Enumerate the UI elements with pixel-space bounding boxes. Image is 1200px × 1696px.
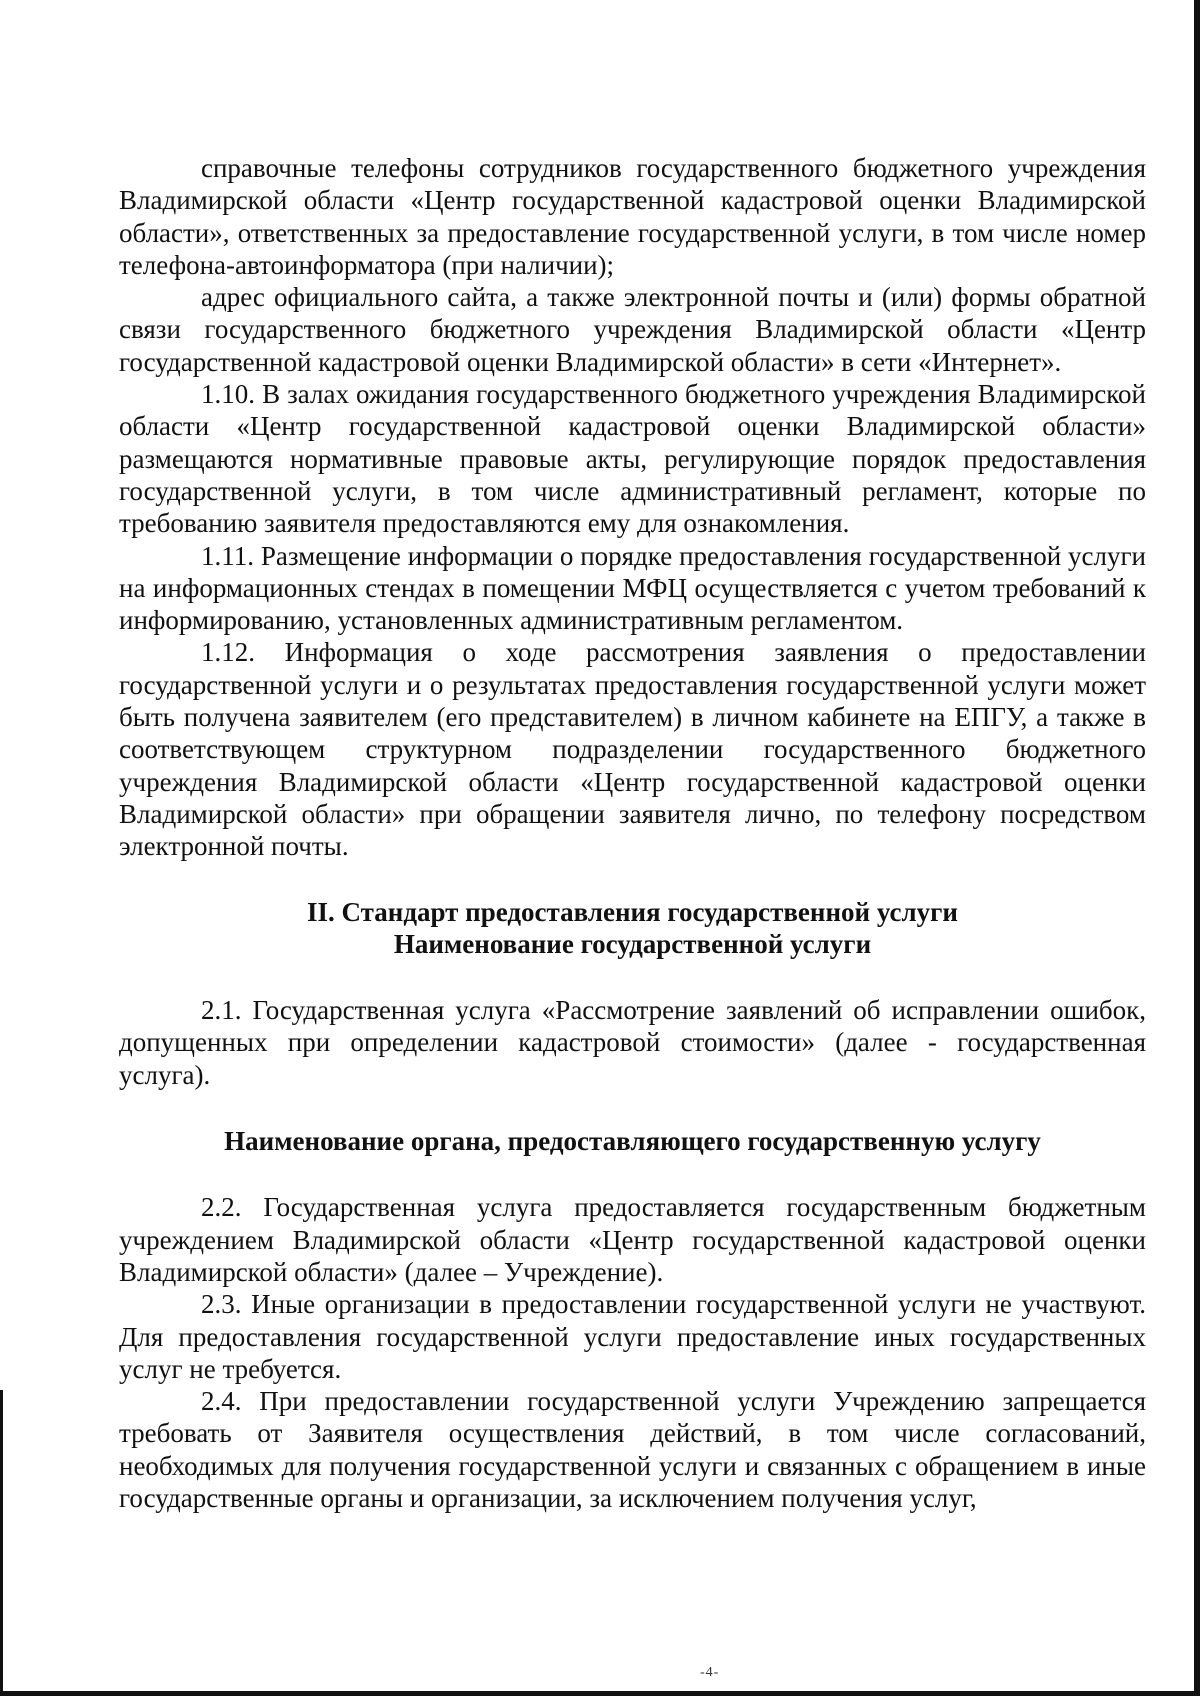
paragraph-2-3: 2.3. Иные организации в предоставлении государственной услуги не участвуют. Для предоставления государственной услуги предоставление иных государственных услуг не требуется. bbox=[119, 1289, 1146, 1384]
paragraph-1-12: 1.12. Информация о ходе рассмотрения заявления о предоставлении государственной услуги и о результатах предоставления государственной услуги может быть получена заявителем (его представителем) в личном кабинете на ЕПГУ, а также в соответствующем структурном подразделении государственного бюджетного учреждения Владимирской области «Центр государственной кадастровой оценки Владимирской области» при обращении заявителя лично, по телефону посредством электронной почты. bbox=[119, 637, 1146, 862]
paragraph-1-11: 1.11. Размещение информации о порядке предоставления государственной услуги на информационных стендах в помещении МФЦ осуществляется с учетом требований к информированию, установленных административным регламентом. bbox=[119, 540, 1146, 636]
paragraph-website-address: адрес официального сайта, а также электронной почты и (или) формы обратной связи государственного бюджетного учреждения Владимирской области «Центр государственной кадастровой оценки Владимирской области» в сети «Интернет». bbox=[119, 282, 1146, 377]
scan-border-right bbox=[1194, 0, 1200, 1696]
paragraph-2-2: 2.2. Государственная услуга предоставляется государственным бюджетным учреждением Владимирской области «Центр государственной кадастровой оценки Владимирской области» (далее – Учреждение). bbox=[119, 1192, 1146, 1287]
scan-border-bottom bbox=[0, 1691, 1200, 1696]
page-number: -4- bbox=[700, 1665, 720, 1680]
paragraph-2-4: 2.4. При предоставлении государственной услуги Учреждению запрещается требовать от Заявителя осуществления действий, в том числе согласований, необходимых для получения государственной услуги и связанных с обращением в иные государственные органы и организации, за исключением получения услуг, bbox=[119, 1386, 1146, 1513]
paragraph-contact-phones: справочные телефоны сотрудников государственного бюджетного учреждения Владимирской области «Центр государственной кадастровой оценки Владимирской области», ответственных за предоставление государственной услуги, в том числе номер телефона-автоинформатора (при наличии); bbox=[119, 153, 1146, 280]
scan-border-left bbox=[0, 1390, 3, 1696]
section-heading-subtitle: Наименование государственной услуги bbox=[393, 928, 872, 959]
document-body bbox=[119, 152, 1146, 1514]
paragraph-1-10: 1.10. В залах ожидания государственного бюджетного учреждения Владимирской области «Центр государственной кадастровой оценки Владимирской области» размещаются нормативные правовые акты, регулирующие порядок предоставления государственной услуги, в том числе административный регламент, которые по требованию заявителя предоставляются ему для ознакомления. bbox=[119, 379, 1146, 539]
section-heading bbox=[119, 896, 1146, 961]
subheading-organ: Наименование органа, предоставляющего государственную услугу bbox=[224, 1126, 1041, 1157]
paragraph-2-1: 2.1. Государственная услуга «Рассмотрение заявлений об исправлении ошибок, допущенных при определении кадастровой стоимости» (далее - государственная услуга). bbox=[119, 995, 1146, 1090]
section-heading-title: II. Стандарт предоставления государственной услуги bbox=[307, 896, 958, 927]
